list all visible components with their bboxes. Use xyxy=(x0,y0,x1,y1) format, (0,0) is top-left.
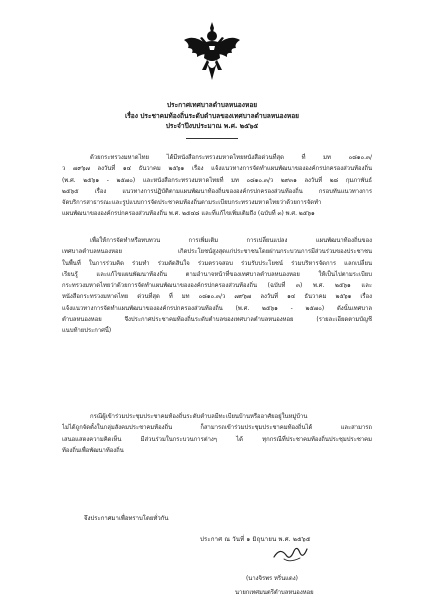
paragraph-line: เสนอแสดงความคิดเห็น มีส่วนร่วมในกระบวนการต่างๆ ได้ ทุกกรณีที่ประชาคมท้องถิ่นประชุมประชาคม xyxy=(62,436,372,443)
paragraph-line: (พ.ศ. ๒๕๖๑ - ๒๕๗๐) และหนังสือกระทรวงมหาดไทยที่ มท ๐๘๑๐.๓/ว ๒๙๓๑ ลงวันที่ ๒๘ กุมภาพันธ์ xyxy=(62,177,372,184)
paragraph-2 xyxy=(62,236,372,338)
paragraph-1 xyxy=(62,153,372,221)
paragraph-line: หนังสือกระทรวงมหาดไทย ด่วนที่สุด ที่ มท ๐๘๑๐.๓/ว ๗๙๖๗ ลงวันที่ ๑๔ ธันวาคม ๒๕๖๑ เรื่อง xyxy=(62,294,372,301)
paragraph-line: ด้วยกระทรวงมหาดไทย ได้มีหนังสือกระทรวงมหาดไทยหนังสือด่วนที่สุด ที่ มท ๐๘๑๐.๓/ xyxy=(90,155,372,161)
paragraph-3 xyxy=(62,412,372,457)
paragraph-line: แจ้งแนวทางการจัดทำแผนพัฒนาขององค์กรปกครองส่วนท้องถิ่น (พ.ศ. ๒๕๖๑ - ๒๕๗๐) ดังนั้นเทศบาล xyxy=(62,305,372,312)
announcement-date: ประกาศ ณ วันที่ ๑ มิถุนายน พ.ศ. ๒๕๖๕ xyxy=(200,536,311,543)
paragraph-line: ๒๕๖๕ เรื่อง แนวทางการปฏิบัติตามแผนพัฒนาท้องถิ่นขององค์กรปกครองส่วนท้องถิ่น กรอบทันแนวทางการ xyxy=(62,188,372,195)
closing-notice: จึงประกาศมาเพื่อทราบโดยทั่วกัน xyxy=(84,515,169,522)
subject-line: เรื่อง ประชาคมท้องถิ่นระดับตำบลของเทศบาลตำบลหนองหอย xyxy=(124,111,300,120)
paragraph-line: ท้องถิ่นเพื่อพัฒนาท้องถิ่น xyxy=(62,447,124,454)
paragraph-line: เรียนรู้ และแก้ไขแผนพัฒนาท้องถิ่น ตามอำนาจหน้าที่ของเทศบาลตำบลหนองหอย ให้เป็นไปตามระเบียบ xyxy=(62,271,372,278)
agency-title: ประกาศเทศบาลตำบลหนองหอย xyxy=(166,101,258,109)
announcement-header xyxy=(0,100,424,132)
paragraph-line: จัดบริการสาธารณะและรูปแบบการจัดประชาคมท้องถิ่นตามระเบียบกระทรวงมหาดไทยว่าด้วยการจัดทำ xyxy=(62,200,322,207)
paragraph-line: ว ๗๙๖๗ ลงวันที่ ๑๔ ธันวาคม ๒๕๖๑ เรื่อง แจ้งแนวทางการจัดทำแผนพัฒนาขององค์กรปกครองส่วนท้องถิ่น xyxy=(62,166,372,173)
signature-mark-icon xyxy=(270,543,310,565)
fiscal-year-line: ประจำปีงบประมาณ พ.ศ. ๒๕๖๕ xyxy=(165,122,259,130)
signatory-name: (นางจิรพร หริ่นแดง) xyxy=(246,576,298,582)
paragraph-line: เทศบาลตำบลหนองหอย เกิดประโยชน์สูงสุดแก่ประชาชนโดยผ่านกระบวนการมีส่วนร่วมของประชาชน xyxy=(62,249,372,256)
paragraph-line: ตำบลหนองหอย จึงประกาศประชาคมท้องถิ่นระดับตำบลของเทศบาลตำบลหนองหอย (รายละเอียดตามบัญชี xyxy=(62,317,372,324)
paragraph-line: แผนพัฒนาขององค์กรปกครองส่วนท้องถิ่น พ.ศ. ๒๕๔๘ และที่แก้ไขเพิ่มเติมถึง (ฉบับที่ ๓) พ.ศ. ๒๕๖๑ xyxy=(62,211,315,218)
header-divider xyxy=(186,138,238,139)
signatory-position: นายกเทศมนตรีตำบลหนองหอย xyxy=(235,590,314,596)
garuda-emblem-icon xyxy=(180,20,244,84)
paragraph-line: เพื่อให้การจัดทำหรือทบทวน การเพิ่มเติม การเปลี่ยนแปลง แผนพัฒนาท้องถิ่นของ xyxy=(90,238,372,244)
paragraph-line: ไม่ได้ถูกจัดตั้งในกลุ่มสังคมประชาคมท้องถิ่น ก็สามารถเข้าร่วมประชุมประชาคมท้องถิ่นได้ และสามารถ xyxy=(62,425,372,432)
paragraph-line: ในพื้นที่ ในการร่วมคิด ร่วมทำ ร่วมตัดสินใจ ร่วมตรวจสอบ ร่วมรับประโยชน์ ร่วมบริหารจัดการ แลกเปลี่ยน xyxy=(62,260,372,267)
paragraph-line: กรณีผู้เข้าร่วมประชุมประชาคมท้องถิ่นระดับตำบลมีทะเบียนบ้านหรืออาศัยอยู่ในหมู่บ้าน xyxy=(90,414,308,420)
paragraph-line: กระทรวงมหาดไทยว่าด้วยการจัดทำแผนพัฒนาขององค์กรปกครองส่วนท้องถิ่น (ฉบับที่ ๓) พ.ศ. ๒๕๖๑ และ xyxy=(62,283,372,290)
paragraph-line: แนบท้ายประกาศนี้) xyxy=(62,328,112,335)
